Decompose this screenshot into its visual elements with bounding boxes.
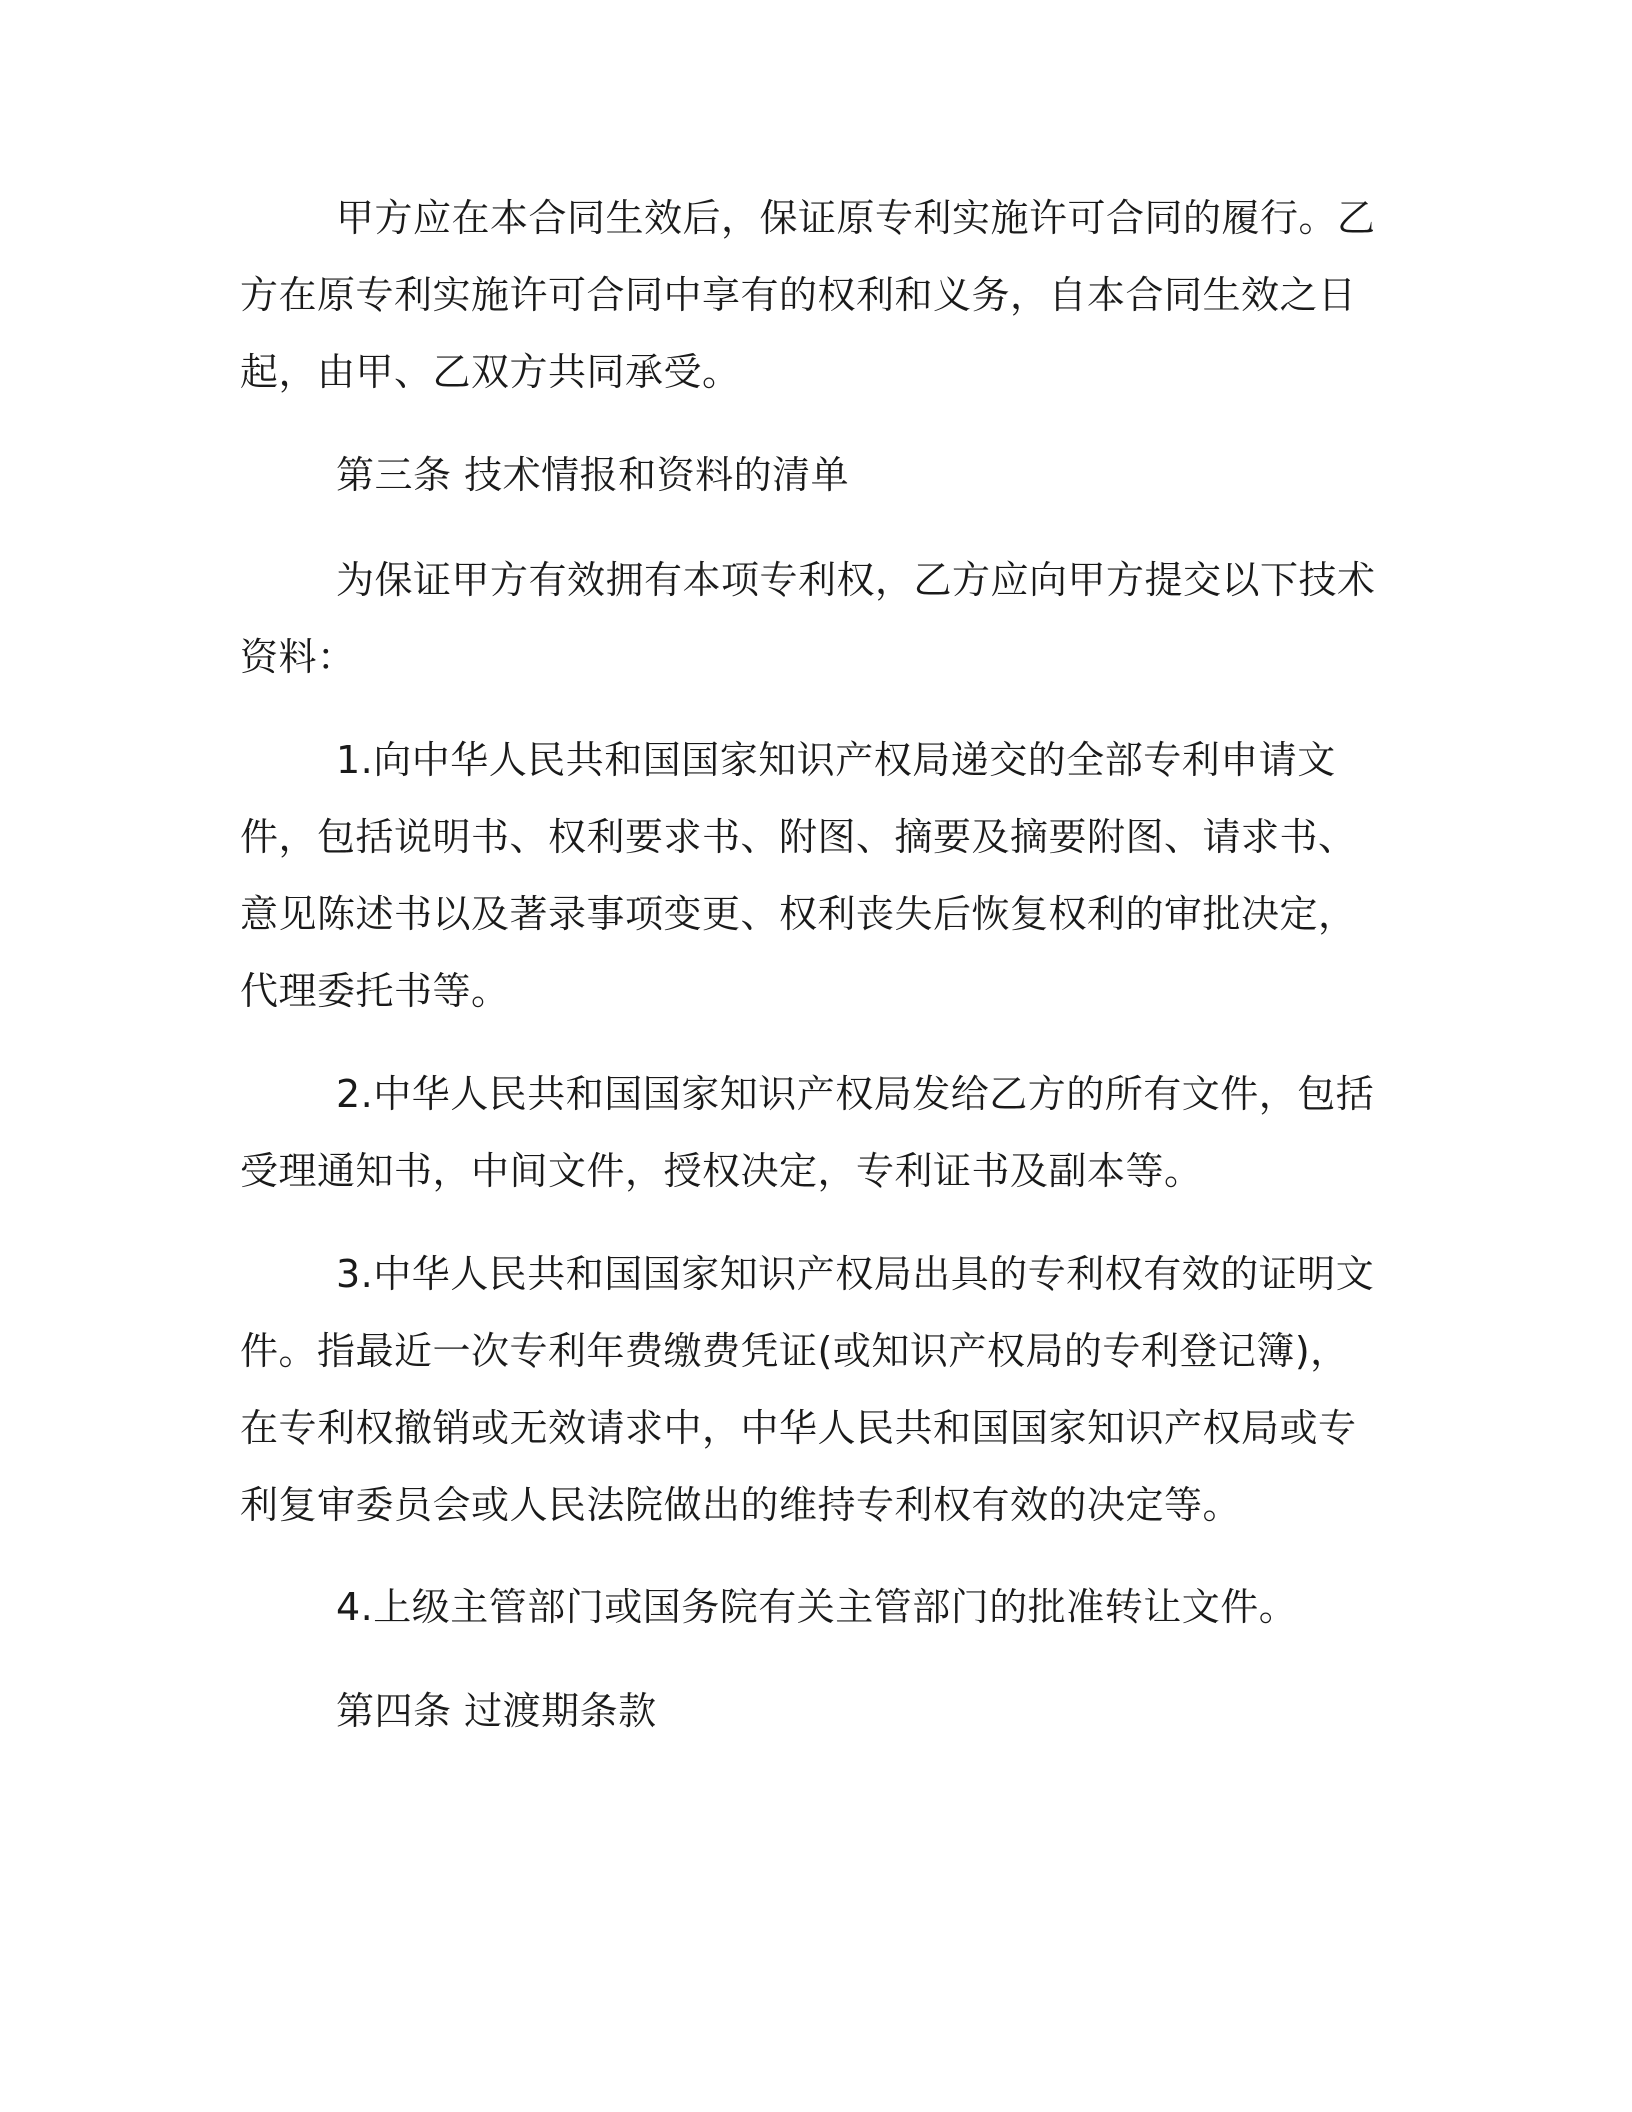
article-4-heading: 第四条 过渡期条款 (336, 1689, 657, 1733)
list-item-2: 2.中华人民共和国国家知识产权局发给乙方的所有文件，包括受理通知书，中间文件，授权决定，专利证书及副本等。 (240, 1072, 1375, 1193)
list-item-3: 3.中华人民共和国国家知识产权局出具的专利权有效的证明文件。指最近一次专利年费缴费凭证(或知识产权局的专利登记簿)，在专利权撤销或无效请求中，中华人民共和国国家知识产权局或专利复审委员会或人民法院做出的维持专利权有效的决定等。 (240, 1252, 1375, 1527)
list-item-4: 4.上级主管部门或国务院有关主管部门的批准转让文件。 (336, 1585, 1298, 1629)
article-3-heading: 第三条 技术情报和资料的清单 (336, 453, 850, 497)
paragraph-technical-materials-intro: 为保证甲方有效拥有本项专利权，乙方应向甲方提交以下技术资料： (240, 558, 1376, 679)
list-item-1: 1.向中华人民共和国国家知识产权局递交的全部专利申请文件，包括说明书、权利要求书、附图、摘要及摘要附图、请求书、意见陈述书以及著录事项变更、权利丧失后恢复权利的审批决定，代理委托书等。 (240, 738, 1357, 1013)
paragraph-contract-performance: 甲方应在本合同生效后，保证原专利实施许可合同的履行。乙方在原专利实施许可合同中享有的权利和义务，自本合同生效之日起，由甲、乙双方共同承受。 (240, 196, 1376, 394)
